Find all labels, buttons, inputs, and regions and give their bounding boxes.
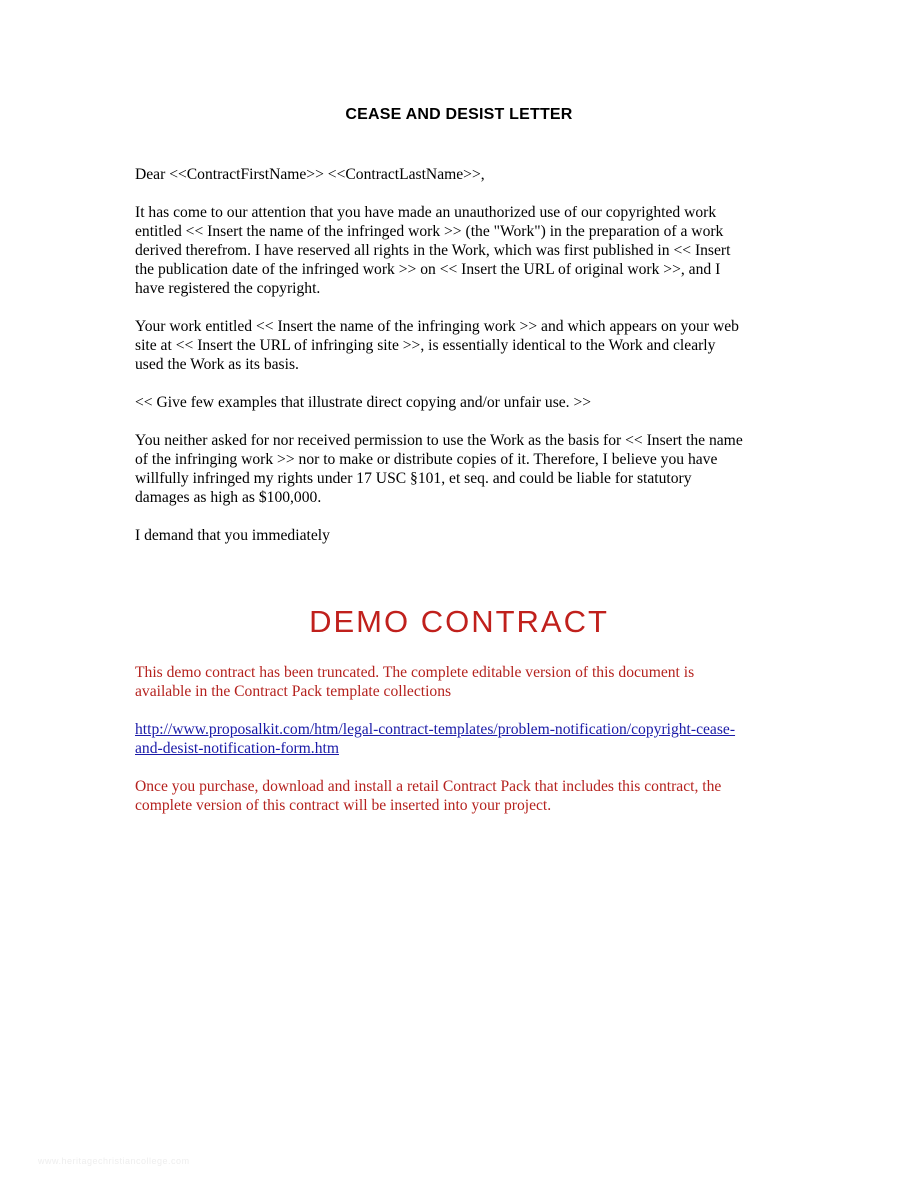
demo-notice-1-text: This demo contract has been truncated. The complete editable version of this document is available in the Contract Pack template collections — [135, 664, 695, 700]
paragraph-unauthorized-use — [135, 203, 785, 298]
paragraph-2-text: Your work entitled << Insert the name of the infringing work >> and which appears on your web site at << Insert the URL of infringing site >>, is essentially identical to the Work and clearly used the Work as its basis. — [135, 318, 739, 373]
site-watermark: www.heritagechristiancollege.com — [38, 1156, 190, 1166]
paragraph-permission — [135, 431, 785, 507]
paragraph-5-text: I demand that you immediately — [135, 527, 330, 544]
demo-purchase-notice — [135, 777, 785, 815]
demo-contract-heading: DEMO CONTRACT — [309, 604, 609, 639]
paragraph-infringing-work — [135, 317, 785, 374]
salutation-text: Dear <<ContractFirstName>> <<ContractLastName>>, — [135, 166, 485, 183]
paragraph-examples — [135, 393, 785, 412]
demo-notice-2-text: Once you purchase, download and install a retail Contract Pack that includes this contract, the complete version of this contract will be inserted into your project. — [135, 778, 722, 814]
demo-link-block — [135, 720, 785, 758]
salutation — [135, 165, 785, 184]
paragraph-3-text: << Give few examples that illustrate direct copying and/or unfair use. >> — [135, 394, 592, 411]
demo-truncated-notice — [135, 663, 785, 701]
paragraph-demand — [135, 526, 785, 545]
document-title: CEASE AND DESIST LETTER — [345, 106, 573, 123]
paragraph-4-text: You neither asked for nor received permission to use the Work as the basis for << Insert the name of the infringing work >> nor to make or distribute copies of it. Therefore, I believe you have willfully infringed my rights under 17 USC §101, et seq. and could be liable for statutory damages as high as $100,000. — [135, 432, 743, 506]
paragraph-1-text: It has come to our attention that you have made an unauthorized use of our copyrighted work entitled << Insert the name of the infringed work >> (the "Work") in the preparation of a work derived therefrom. I have reserved all rights in the Work, which was first published in << Insert the publication date of the infringed work >> on << Insert the URL of original work >>, and I have registered the copyright. — [135, 204, 731, 297]
proposalkit-link[interactable]: http://www.proposalkit.com/htm/legal-contract-templates/problem-notification/copyright-cease- and-desist-notification-form.htm — [135, 721, 736, 757]
